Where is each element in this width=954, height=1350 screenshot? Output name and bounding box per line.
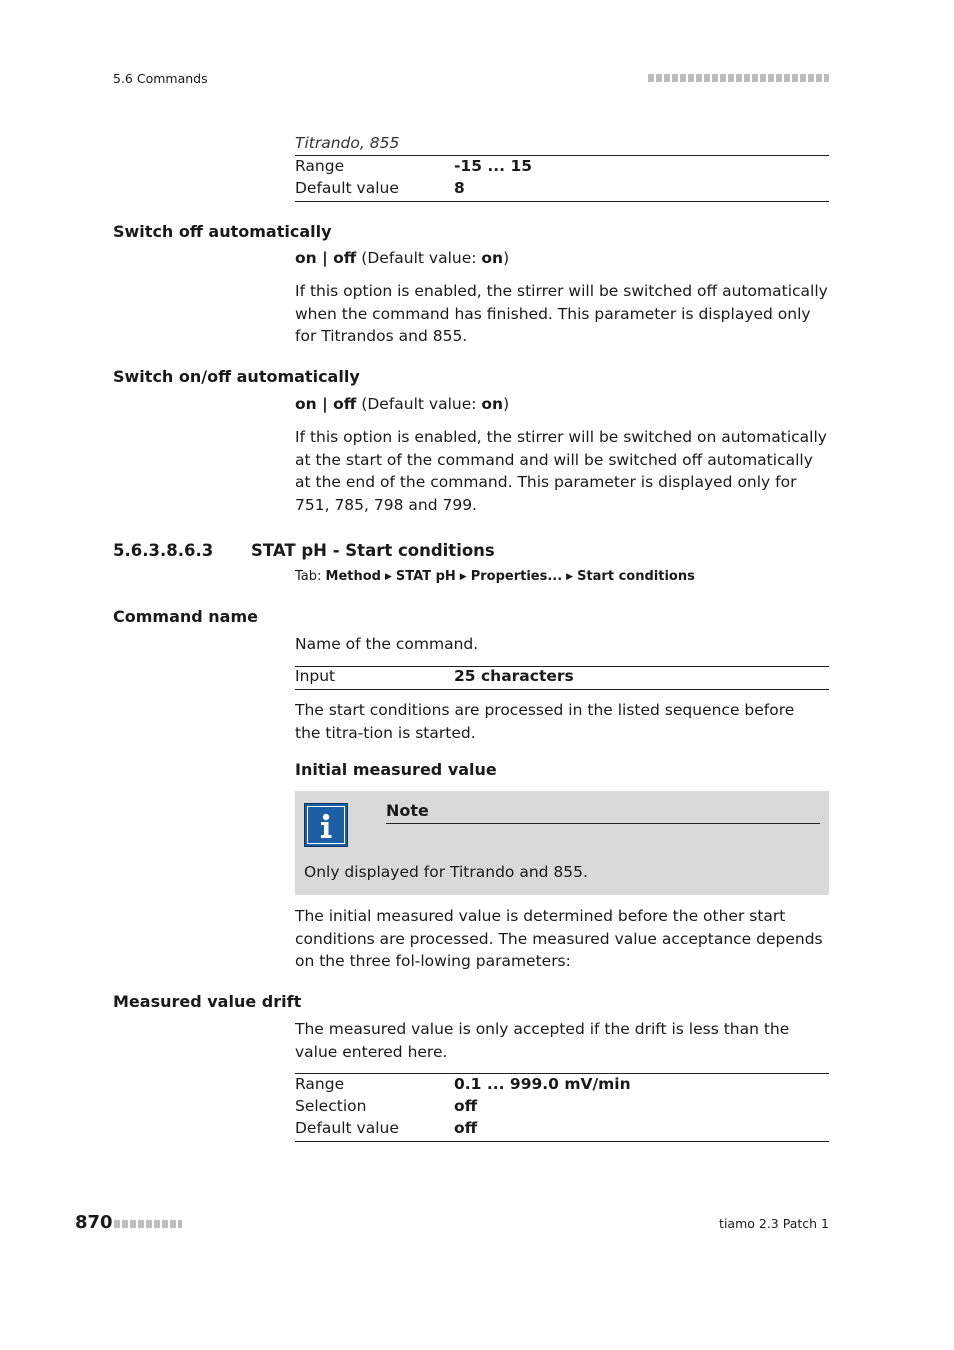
option-separator: |: [316, 249, 334, 267]
default-prefix: (Default value:: [356, 395, 482, 413]
header-dots: [648, 74, 829, 82]
default-suffix: ): [503, 249, 510, 267]
param-heading: Measured value drift: [113, 992, 302, 1011]
tab-path: [295, 569, 695, 584]
default-value: on: [481, 395, 504, 413]
param-value: 8: [454, 179, 465, 197]
info-icon: [304, 803, 348, 847]
param-value: 0.1 ... 999.0 mV/min: [454, 1075, 631, 1093]
param-heading: Switch off automatically: [113, 222, 332, 241]
triangle-right-icon: ▶: [385, 572, 392, 582]
section-title: STAT pH - Start conditions: [251, 541, 495, 560]
table-rule: [295, 1141, 829, 1142]
param-description: If this option is enabled, the stirrer will be switched on automatically at the start of the command and will be switched off automatically at the end of the command. This parameter is displayed only for 751, 785, 798 and 799.: [295, 428, 827, 514]
param-heading: Command name: [113, 607, 258, 626]
triangle-right-icon: ▶: [566, 572, 574, 582]
param-description: The measured value is only accepted if the drift is less than the value entered here.: [295, 1020, 790, 1061]
table-rule: [295, 155, 829, 156]
running-header-section: 5.6 Commands: [113, 71, 208, 86]
table-caption: Titrando, 855: [295, 134, 400, 152]
param-key: Default value: [295, 179, 399, 197]
footer-dots: [114, 1220, 182, 1228]
note-title: Note: [386, 801, 429, 820]
tab-prefix: Tab:: [295, 569, 326, 584]
param-options: [295, 249, 509, 267]
section-number: 5.6.3.8.6.3: [113, 541, 214, 560]
param-description: The initial measured value is determined before the other start conditions are processed. The measured value acceptance depends on the three fol-lowing parameters:: [295, 907, 823, 970]
param-key: Selection: [295, 1097, 367, 1115]
tab-path-item: Properties...: [470, 569, 563, 584]
subsection-heading: Initial measured value: [295, 760, 497, 779]
param-key: Input: [295, 667, 336, 685]
option-off: off: [333, 249, 357, 267]
option-off: off: [333, 395, 357, 413]
table-rule: [295, 1073, 829, 1074]
param-description: If this option is enabled, the stirrer will be switched off automatically when the command has finished. This parameter is displayed only for Titrandos and 855.: [295, 282, 828, 345]
param-key: Range: [295, 157, 345, 175]
note-text: Only displayed for Titrando and 855.: [304, 863, 588, 881]
param-heading: Switch on/off automatically: [113, 367, 360, 386]
option-separator: |: [316, 395, 334, 413]
footer-product: tiamo 2.3 Patch 1: [719, 1216, 829, 1231]
note-box: [295, 791, 829, 895]
param-description: Name of the command.: [295, 635, 479, 653]
param-value: 25 characters: [454, 667, 574, 685]
note-rule: [386, 823, 820, 824]
page-number: 870: [75, 1212, 113, 1233]
default-suffix: ): [503, 395, 510, 413]
param-value: -15 ... 15: [454, 157, 533, 175]
param-key: Default value: [295, 1119, 399, 1137]
table-rule: [295, 689, 829, 690]
default-prefix: (Default value:: [356, 249, 482, 267]
param-value: off: [454, 1097, 478, 1115]
tab-path-item: Method: [325, 569, 381, 584]
param-key: Range: [295, 1075, 345, 1093]
param-description: The start conditions are processed in the listed sequence before the titra-tion is started.: [295, 701, 795, 742]
option-on: on: [295, 395, 317, 413]
param-options: [295, 395, 509, 413]
tab-path-item: Start conditions: [577, 569, 695, 584]
tab-path-item: STAT pH: [395, 569, 456, 584]
table-rule: [295, 201, 829, 202]
triangle-right-icon: ▶: [459, 572, 467, 582]
default-value: on: [481, 249, 504, 267]
param-value: off: [454, 1119, 478, 1137]
option-on: on: [295, 249, 317, 267]
